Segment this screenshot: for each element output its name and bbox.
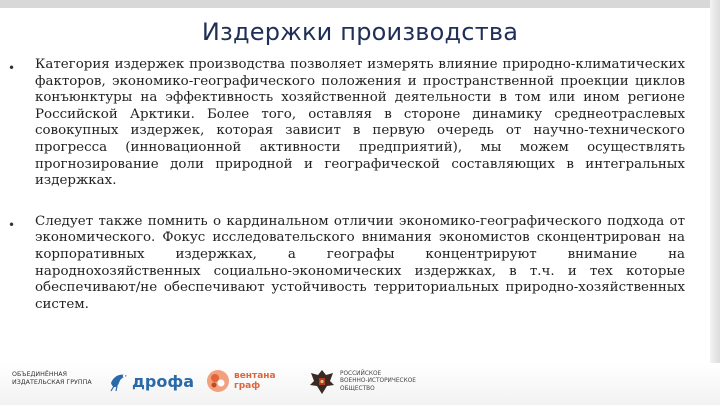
publisher-group-line1: ОБЪЕДИНЁННАЯ <box>12 371 67 378</box>
bullet-marker: • <box>8 61 16 75</box>
ventana-graf-logo <box>205 367 276 395</box>
publisher-group-line2: ИЗДАТЕЛЬСКАЯ ГРУППА <box>12 379 92 386</box>
bullet-text: Следует также помнить о кардинальном отличии экономико-географического подхода от экономического. Фокус исследовательского внимания экономистов сконцентрирован на корпоративных издержках, а географы концентрируют внимание на народнохозяйственных социально-экономических издержках, в т.ч. и тех которые обеспечивают/не обеспечивают устойчивость территориальных природно-хозяйственных систем. <box>35 213 685 312</box>
footer-logos <box>0 365 720 401</box>
publisher-group-logo <box>12 371 102 387</box>
bullet-marker: • <box>8 217 16 232</box>
ventana-line1: вентана <box>234 371 276 381</box>
slide-content <box>0 57 720 313</box>
eagle-emblem-icon <box>308 367 336 397</box>
rvio-line2: ВОЕННО-ИСТОРИЧЕСКОЕ <box>340 378 416 385</box>
bird-icon <box>108 369 130 393</box>
bullet-item-1 <box>0 57 720 190</box>
rvio-line3: ОБЩЕСТВО <box>340 385 375 392</box>
drofa-logo <box>108 367 194 395</box>
ventana-graf-text <box>234 371 276 391</box>
drofa-logo-text: дрофа <box>132 371 195 391</box>
rvio-line1: РОССИЙСКОЕ <box>340 370 382 377</box>
top-bar <box>0 0 720 8</box>
slide-title: Издержки производства <box>201 18 519 46</box>
bullet-item-2 <box>0 214 720 314</box>
bullet-text: Категория издержек производства позволяет измерять влияние природно-климатических факторов, экономико-географического положения и пространственной проекции циклов конъюнктуры на эффективность хозяйственной деятельности в том или ином регионе Российской Арктики. Более того, оставляя в стороне динамику среднеотраслевых совокупных издержек, которая зависит в первую очередь от научно-технического прогресса (инновационной активности предприятий), мы можем осуществлять прогнозирование доли природной и географической составляющих в интегральных издержках. <box>35 57 685 189</box>
ventana-line2: граф <box>234 381 261 391</box>
rvio-logo <box>308 367 420 397</box>
rvio-text <box>340 371 420 394</box>
ventana-mark-icon <box>205 368 231 394</box>
